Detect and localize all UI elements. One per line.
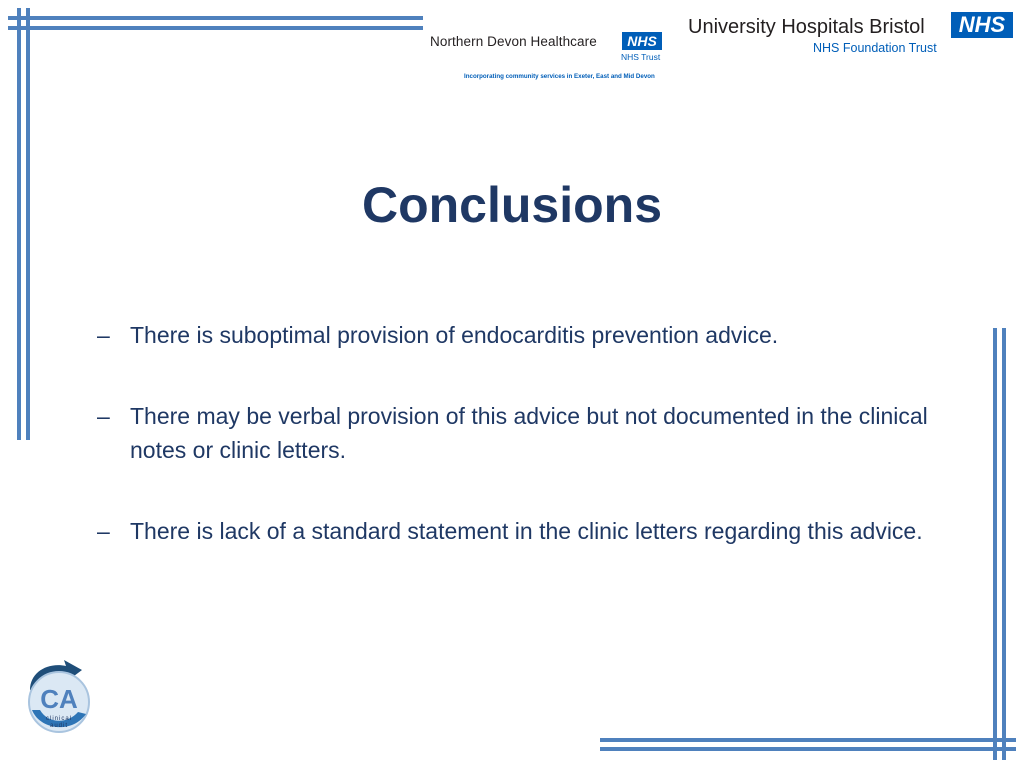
frame-line-right-2	[1002, 328, 1006, 760]
bullet-item	[97, 318, 957, 352]
bullet-text: There is suboptimal provision of endocarditis prevention advice.	[130, 322, 779, 348]
bullet-marker: –	[97, 403, 110, 429]
bullet-item	[97, 514, 957, 548]
ndh-logo-name: Northern Devon Healthcare	[430, 34, 597, 49]
bullet-marker: –	[97, 518, 110, 544]
bullet-marker: –	[97, 322, 110, 348]
clinical-audit-text-1: clinical	[45, 716, 73, 722]
uhb-nhs-badge: NHS	[951, 12, 1013, 38]
ndh-tagline: Incorporating community services in Exeter, East and Mid Devon	[464, 73, 655, 80]
frame-line-bottom-right-1	[600, 738, 1016, 742]
clinical-audit-initials: CA	[40, 684, 78, 714]
bullet-item	[97, 399, 957, 467]
ndh-trust-label: NHS Trust	[621, 52, 661, 62]
bullet-text: There may be verbal provision of this advice but not documented in the clinical notes or clinic letters.	[130, 403, 928, 463]
slide-title: Conclusions	[361, 177, 663, 233]
uhb-logo-name: University Hospitals Bristol	[688, 16, 925, 38]
frame-line-top-left-1	[8, 16, 423, 20]
bullet-text: There is lack of a standard statement in the clinic letters regarding this advice.	[130, 518, 923, 544]
bullet-list	[97, 318, 957, 595]
uhb-trust-label: NHS Foundation Trust	[813, 41, 937, 55]
ndh-nhs-badge: NHS	[622, 32, 662, 50]
frame-line-bottom-right-2	[600, 747, 1016, 751]
clinical-audit-text-2: audit	[49, 723, 69, 729]
frame-line-top-left-2	[8, 26, 423, 30]
university-hospitals-bristol-logo	[686, 10, 1016, 62]
frame-line-right-1	[993, 328, 997, 760]
northern-devon-healthcare-logo	[430, 30, 670, 86]
clinical-audit-logo	[22, 660, 96, 740]
